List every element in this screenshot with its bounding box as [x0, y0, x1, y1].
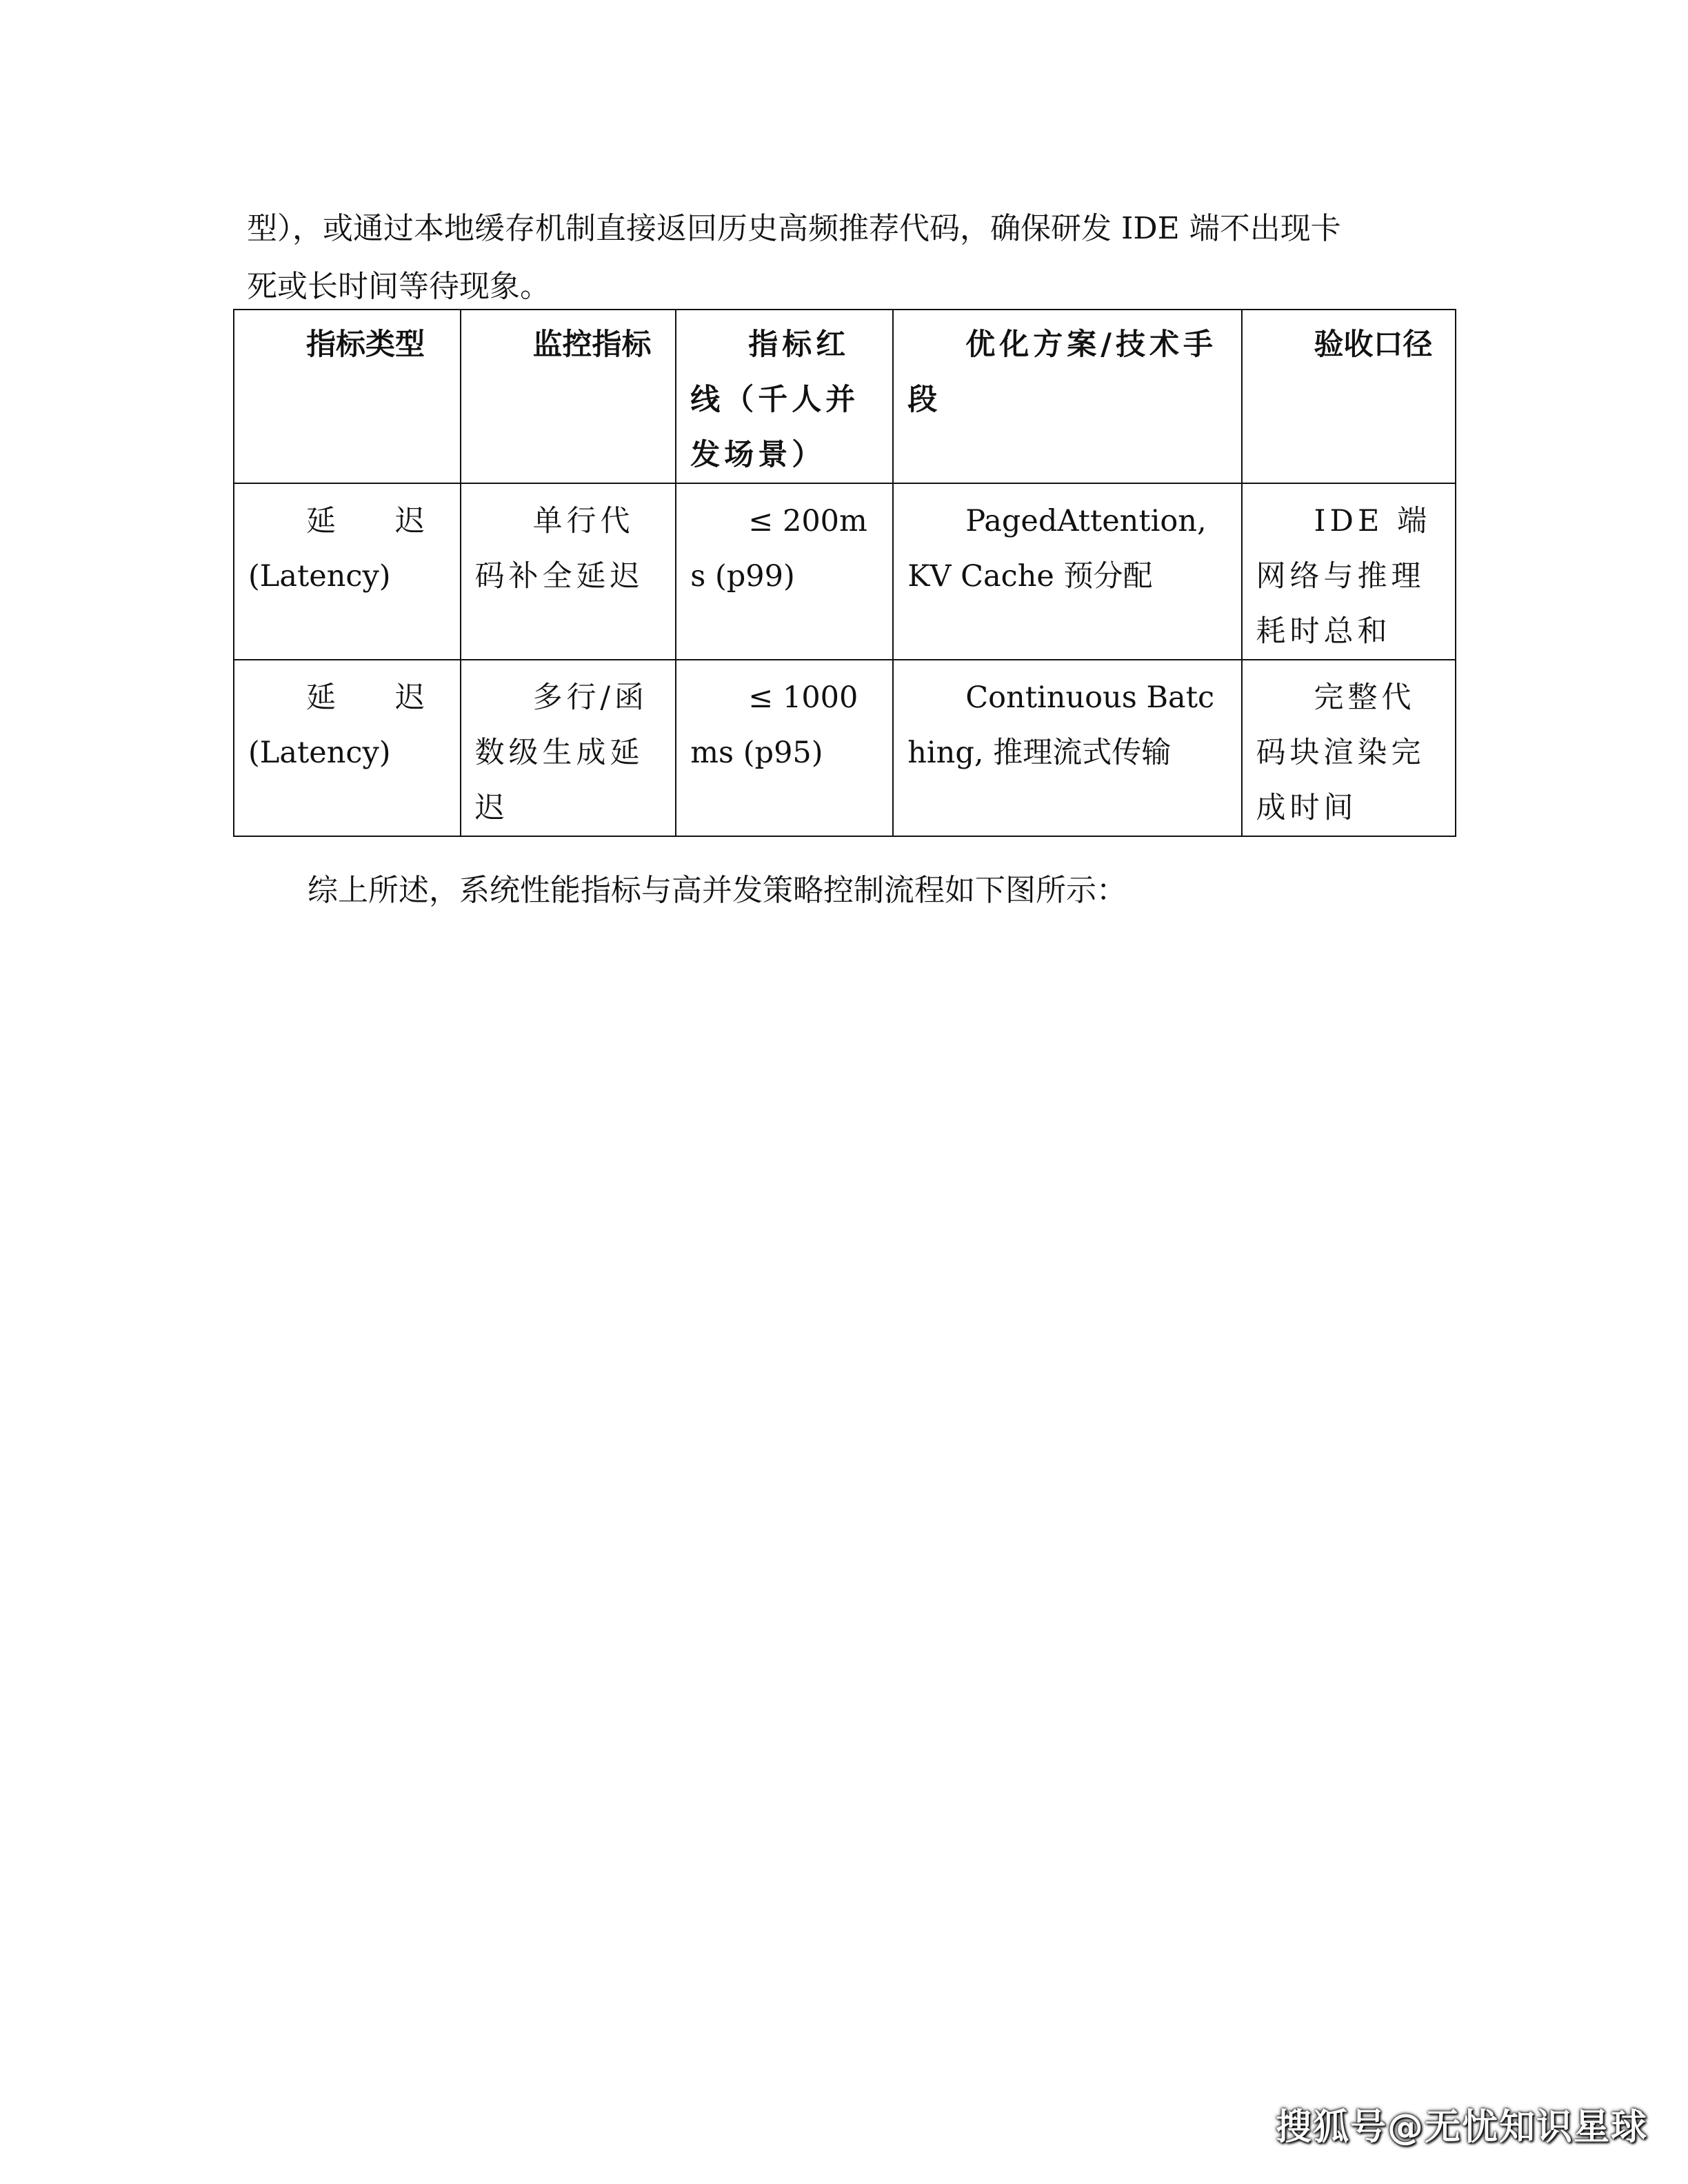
header-monitor-metric: 监控指标 — [461, 310, 676, 483]
watermark-text: 搜狐号@无忧知识星球 — [1275, 2107, 1648, 2148]
intro-paragraph — [247, 200, 1447, 316]
cell-type: 延 迟(Latency) — [234, 660, 461, 836]
table-row — [234, 483, 1456, 660]
cell-redline: ≤ 1000ms (p95) — [676, 660, 893, 836]
header-indicator-type: 指标类型 — [234, 310, 461, 483]
intro-line-2: 死或长时间等待现象。 — [247, 269, 550, 304]
cell-solution: Continuous Batching, 推理流式传输 — [893, 660, 1241, 836]
conclusion-paragraph: 综上所述，系统性能指标与高并发策略控制流程如下图所示： — [308, 873, 1127, 908]
cell-acceptance: IDE 端网络与推理耗时总和 — [1242, 483, 1456, 660]
header-acceptance: 验收口径 — [1242, 310, 1456, 483]
cell-metric: 单行代码补全延迟 — [461, 483, 676, 660]
cell-metric: 多行/函数级生成延迟 — [461, 660, 676, 836]
header-redline: 指标红线（千人并发场景） — [676, 310, 893, 483]
table-header-row — [234, 310, 1456, 483]
header-optimization: 优化方案/技术手段 — [893, 310, 1241, 483]
intro-line-1: 型），或通过本地缓存机制直接返回历史高频推荐代码，确保研发 IDE 端不出现卡 — [247, 211, 1341, 246]
cell-type: 延 迟(Latency) — [234, 483, 461, 660]
metrics-table — [233, 309, 1456, 837]
table-row — [234, 660, 1456, 836]
cell-solution: PagedAttention, KV Cache 预分配 — [893, 483, 1241, 660]
cell-acceptance: 完整代码块渲染完成时间 — [1242, 660, 1456, 836]
cell-redline: ≤ 200ms (p99) — [676, 483, 893, 660]
